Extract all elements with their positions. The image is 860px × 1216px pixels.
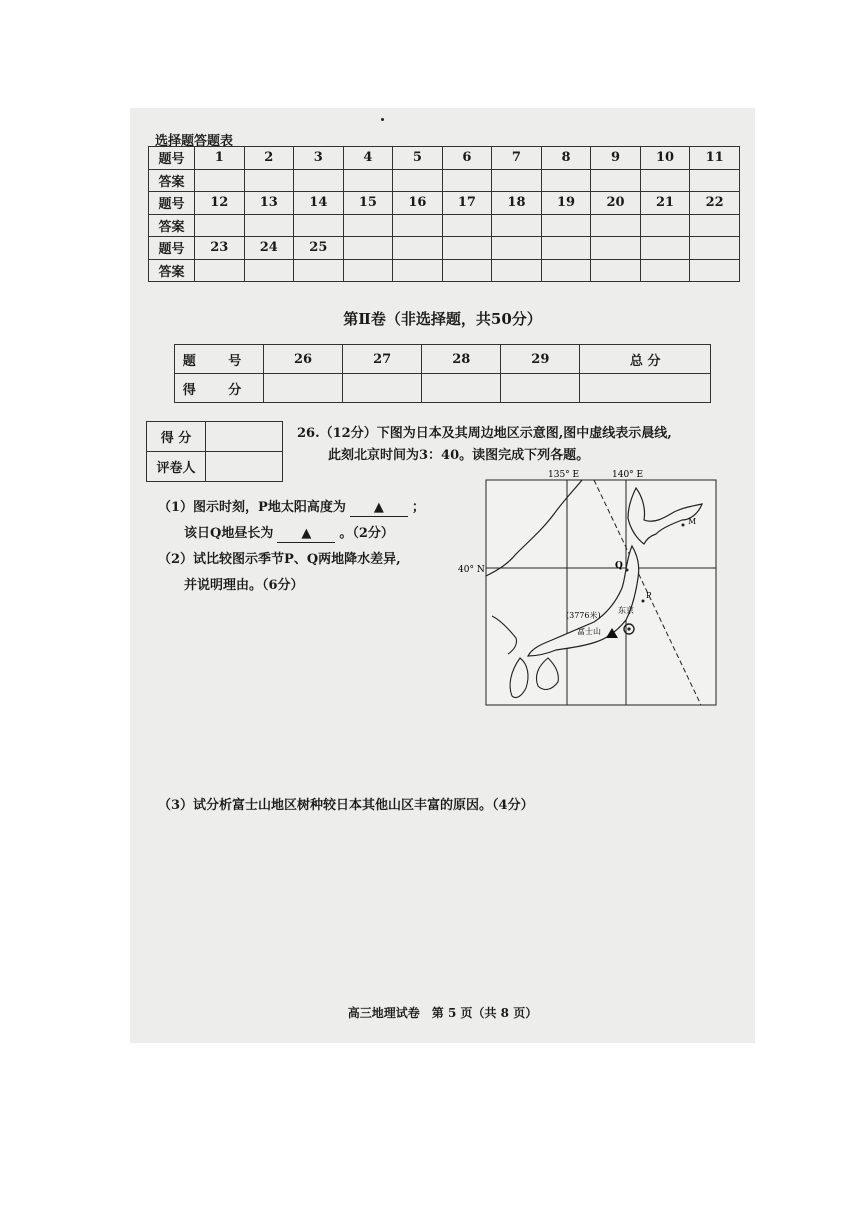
row-label: 题号: [149, 237, 195, 260]
row-label: 答案: [149, 259, 195, 282]
grader-label: 评卷人: [147, 452, 206, 482]
answer-cell[interactable]: [244, 214, 294, 237]
empty-cell: [393, 237, 443, 260]
question-number: 16: [393, 192, 443, 215]
empty-cell: [591, 237, 641, 260]
empty-cell: [640, 259, 690, 282]
question-number: 9: [591, 147, 641, 170]
answer-cell[interactable]: [244, 259, 294, 282]
fuji-label: 富士山: [577, 627, 601, 636]
answer-cell[interactable]: [343, 169, 393, 192]
scan-dot: [381, 118, 384, 121]
question-number: 1: [195, 147, 245, 170]
subquestion-1b: [184, 522, 394, 546]
answer-cell[interactable]: [244, 169, 294, 192]
section-title: 第Ⅱ卷（非选择题，共50分）: [343, 310, 542, 328]
score-cell[interactable]: [580, 374, 711, 403]
lon-135-label: 135° E: [548, 470, 580, 480]
question-number: 25: [294, 237, 344, 260]
answer-cell[interactable]: [591, 214, 641, 237]
answer-cell[interactable]: [690, 169, 740, 192]
score-cell[interactable]: [501, 374, 580, 403]
answer-cell[interactable]: [541, 214, 591, 237]
exam-page: [130, 108, 755, 1043]
point-p-label: P: [646, 591, 652, 600]
question-number: 4: [343, 147, 393, 170]
subquestion-2a: （2）试比较图示季节P、Q两地降水差异,: [158, 552, 401, 567]
points-note: 。（2分）: [339, 526, 394, 541]
page-footer: 高三地理试卷 第 5 页（共 8 页）: [347, 1006, 538, 1020]
column-header: 29: [501, 345, 580, 374]
point-q-dot: [626, 569, 629, 572]
subquestion-3: （3）试分析富士山地区树种较日本其他山区丰富的原因。（4分）: [158, 798, 534, 813]
table-row: [149, 214, 740, 237]
grader-cell[interactable]: [206, 452, 283, 482]
question-number: 23: [195, 237, 245, 260]
row-label: 答案: [149, 214, 195, 237]
answer-cell[interactable]: [442, 169, 492, 192]
fuji-height-label: (3776米): [566, 611, 601, 620]
answer-table: [148, 146, 740, 282]
tokyo-dot: [627, 627, 630, 630]
answer-blank[interactable]: ▲: [350, 500, 408, 517]
question-intro-line2: 此刻北京时间为3：40。读图完成下列各题。: [328, 448, 590, 463]
empty-cell: [690, 237, 740, 260]
score-cell[interactable]: [343, 374, 422, 403]
table-row: [147, 452, 283, 482]
table-row: [175, 374, 711, 403]
empty-cell: [343, 259, 393, 282]
answer-cell[interactable]: [195, 214, 245, 237]
question-number: 6: [442, 147, 492, 170]
score-label: 得 分: [147, 422, 206, 452]
score-cell[interactable]: [264, 374, 343, 403]
subquestion-2b: 并说明理由。（6分）: [184, 578, 304, 593]
answer-cell[interactable]: [343, 214, 393, 237]
score-cell[interactable]: [422, 374, 501, 403]
empty-cell: [492, 259, 542, 282]
question-number: 15: [343, 192, 393, 215]
row-label: 答案: [149, 169, 195, 192]
answer-table-caption: 选择题答题表: [155, 134, 234, 149]
subquestion-1a-text: （1）图示时刻，P地太阳高度为: [158, 500, 346, 515]
answer-cell[interactable]: [294, 259, 344, 282]
empty-cell: [442, 237, 492, 260]
empty-cell: [640, 237, 690, 260]
answer-cell[interactable]: [640, 169, 690, 192]
column-header: 27: [343, 345, 422, 374]
score-cell[interactable]: [206, 422, 283, 452]
question-number: 3: [294, 147, 344, 170]
row-label: 题 号: [175, 345, 264, 374]
answer-cell[interactable]: [591, 169, 641, 192]
answer-cell[interactable]: [294, 214, 344, 237]
point-p-dot: [642, 600, 645, 603]
row-label: 题号: [149, 147, 195, 170]
row-label: 得 分: [175, 374, 264, 403]
question-number: 14: [294, 192, 344, 215]
question-number: 24: [244, 237, 294, 260]
answer-cell[interactable]: [393, 214, 443, 237]
score-table: [174, 344, 711, 403]
table-row: [149, 192, 740, 215]
column-header: 28: [422, 345, 501, 374]
empty-cell: [690, 259, 740, 282]
subquestion-1a: [158, 496, 425, 520]
grader-box: [146, 421, 283, 482]
empty-cell: [442, 259, 492, 282]
answer-cell[interactable]: [541, 169, 591, 192]
question-number: 7: [492, 147, 542, 170]
point-q-label: Q: [615, 561, 623, 571]
table-row: [147, 422, 283, 452]
question-number: 5: [393, 147, 443, 170]
answer-cell[interactable]: [640, 214, 690, 237]
column-header: 26: [264, 345, 343, 374]
question-number: 12: [195, 192, 245, 215]
table-row: [149, 259, 740, 282]
punctuation: ；: [411, 500, 425, 515]
answer-cell[interactable]: [393, 169, 443, 192]
answer-cell[interactable]: [195, 169, 245, 192]
question-intro-line1: 26.（12分）下图为日本及其周边地区示意图,图中虚线表示晨线,: [297, 426, 672, 441]
answer-cell[interactable]: [442, 214, 492, 237]
answer-cell[interactable]: [492, 214, 542, 237]
question-number: 19: [541, 192, 591, 215]
table-row: [149, 169, 740, 192]
subquestion-1b-text: 该日Q地昼长为: [184, 526, 274, 541]
column-header: 总 分: [580, 345, 711, 374]
japan-map: [458, 468, 718, 708]
empty-cell: [492, 237, 542, 260]
empty-cell: [343, 237, 393, 260]
lon-140-label: 140° E: [612, 470, 644, 480]
question-number: 10: [640, 147, 690, 170]
question-number: 21: [640, 192, 690, 215]
question-number: 17: [442, 192, 492, 215]
table-row: [149, 237, 740, 260]
question-number: 13: [244, 192, 294, 215]
table-row: [175, 345, 711, 374]
answer-cell[interactable]: [690, 214, 740, 237]
answer-blank[interactable]: ▲: [277, 526, 335, 543]
empty-cell: [541, 259, 591, 282]
answer-cell[interactable]: [195, 259, 245, 282]
question-number: 2: [244, 147, 294, 170]
lat-40-label: 40° N: [458, 565, 485, 575]
empty-cell: [393, 259, 443, 282]
tokyo-label: 东京: [618, 606, 634, 615]
point-m-label: M: [688, 517, 697, 526]
empty-cell: [541, 237, 591, 260]
row-label: 题号: [149, 192, 195, 215]
answer-cell[interactable]: [294, 169, 344, 192]
point-m-dot: [682, 524, 685, 527]
question-number: 18: [492, 192, 542, 215]
answer-cell[interactable]: [492, 169, 542, 192]
question-number: 20: [591, 192, 641, 215]
table-row: [149, 147, 740, 170]
question-number: 8: [541, 147, 591, 170]
question-number: 22: [690, 192, 740, 215]
empty-cell: [591, 259, 641, 282]
question-number: 11: [690, 147, 740, 170]
